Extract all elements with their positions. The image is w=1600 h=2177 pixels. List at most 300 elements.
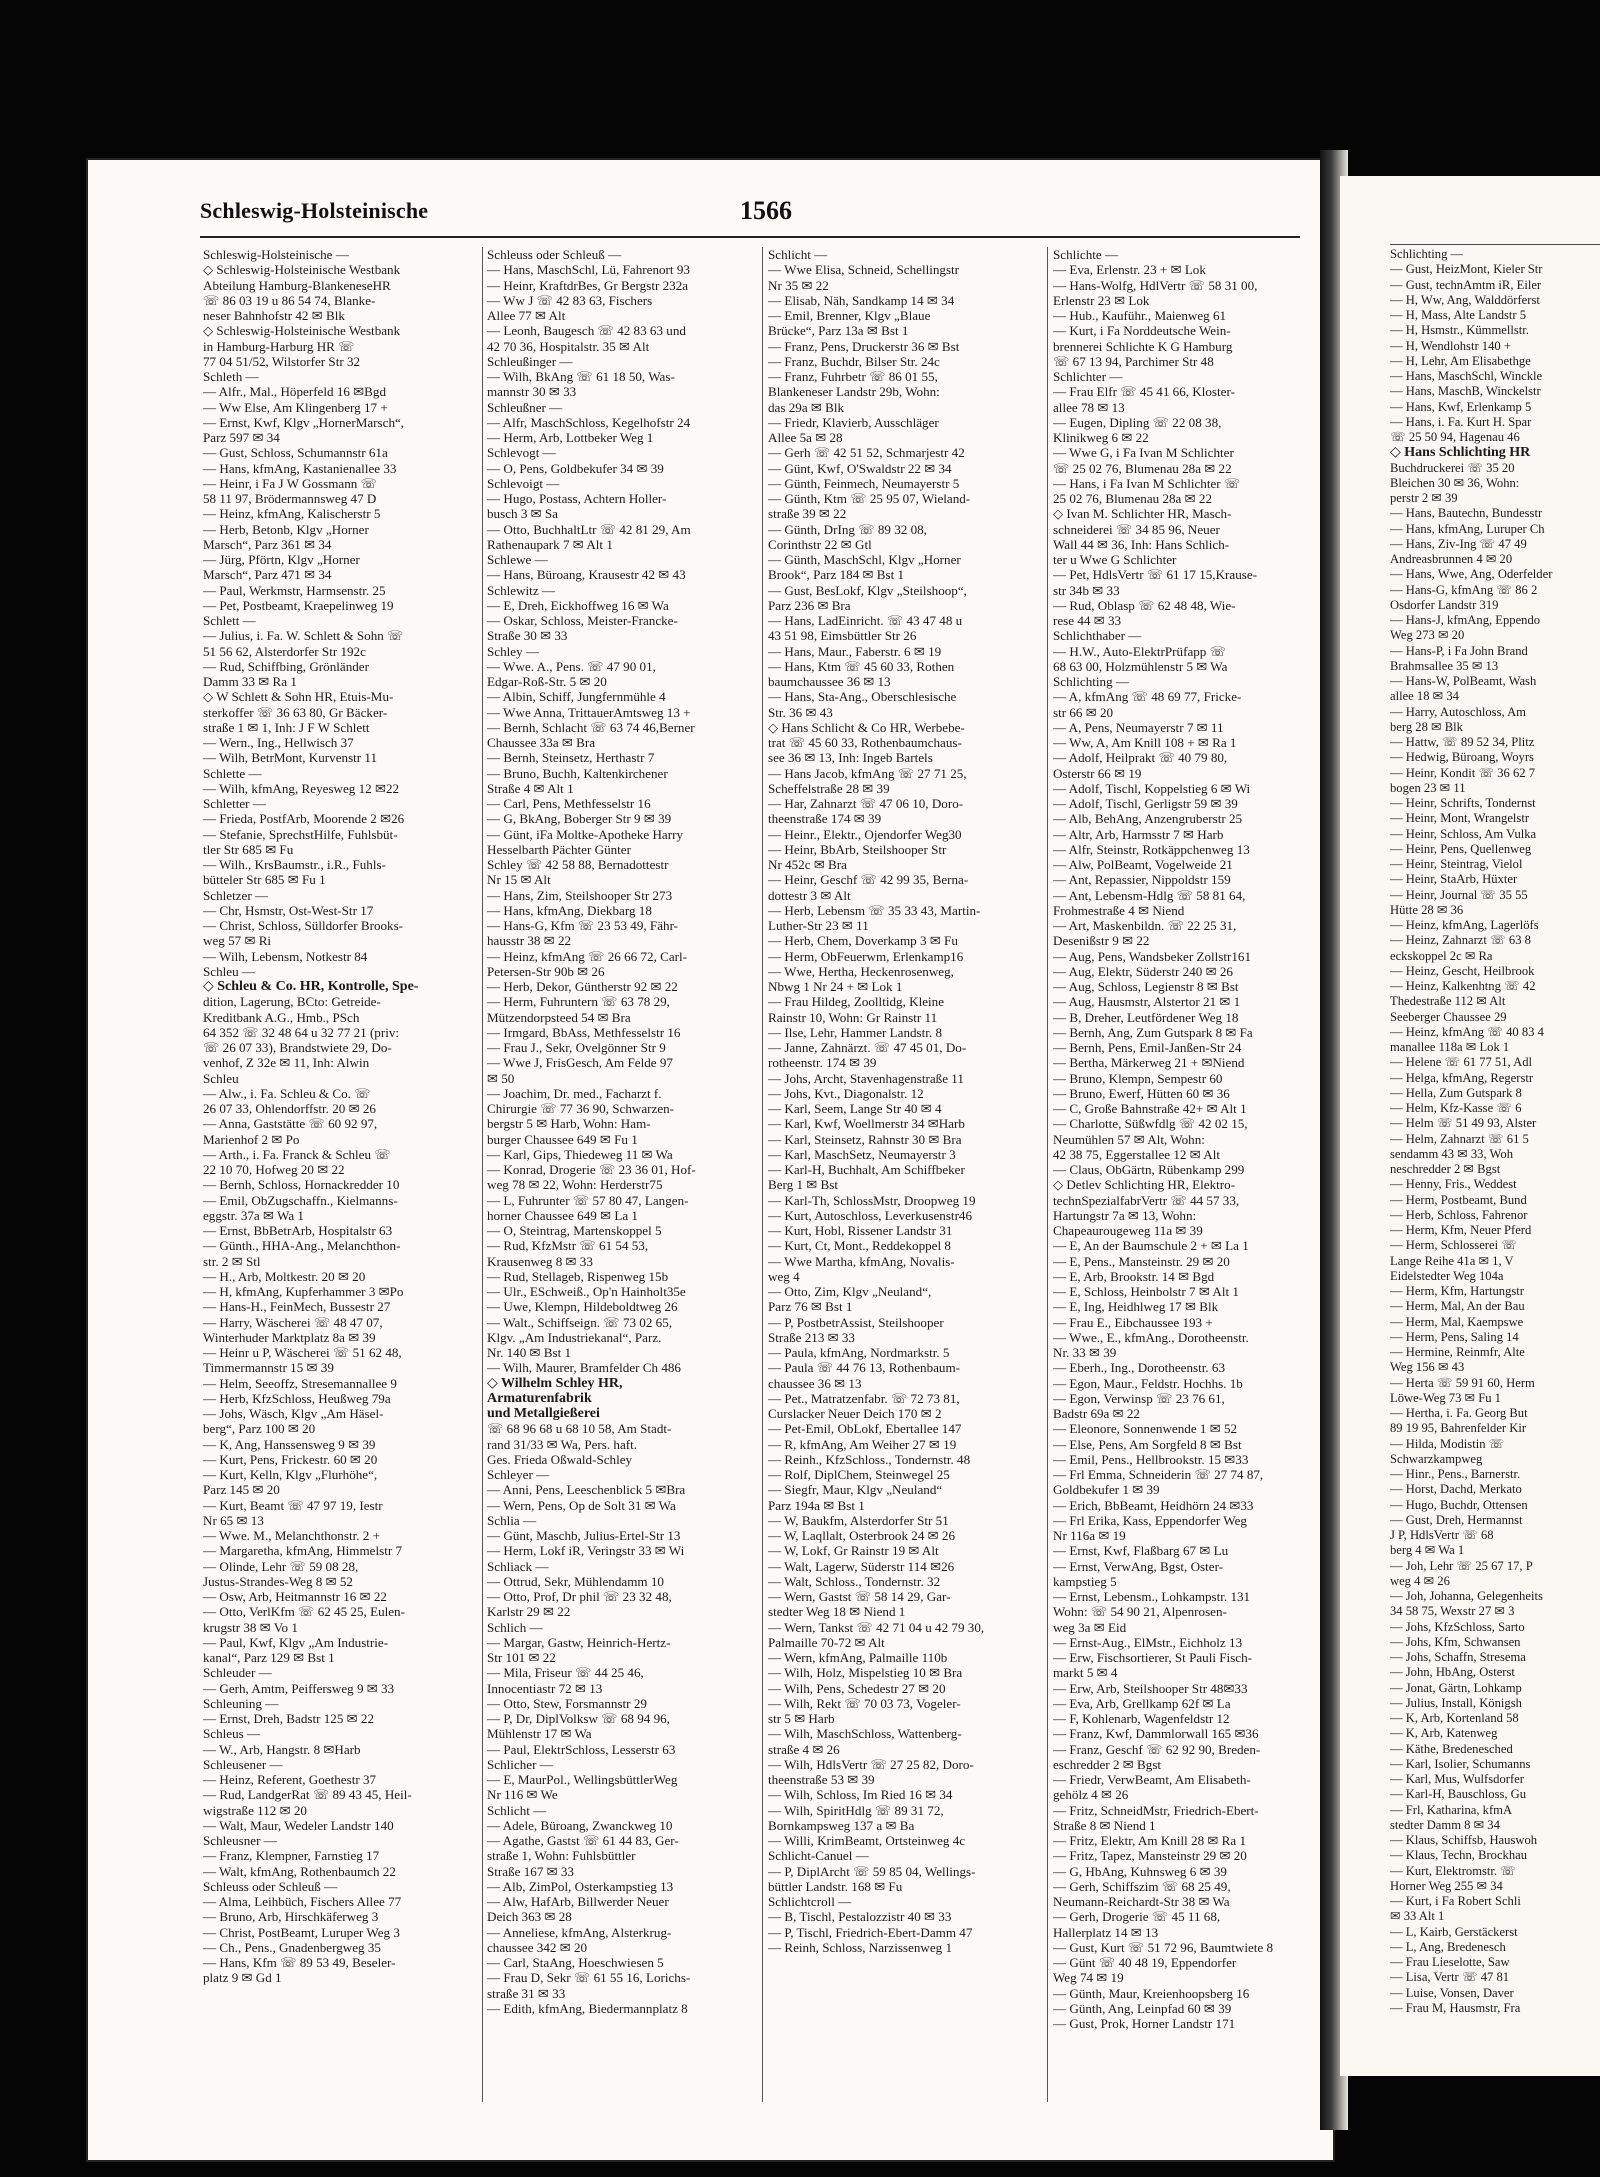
directory-entry-line: wigstraße 112 ✉ 20 [203, 1802, 307, 1818]
directory-entry-line: — Art, Maskenbildn. ☏ 22 25 31, [1053, 918, 1237, 933]
directory-entry-line: — Friedr, Klavierb, Ausschläger [768, 414, 939, 430]
directory-entry-line: hausstr 38 ✉ 22 [487, 933, 572, 949]
directory-entry-line: — Wilh, BetrMont, Kurvenstr 11 [203, 750, 378, 766]
facing-header-rule [1390, 244, 1600, 245]
directory-entry-line: Nr 15 ✉ Alt [487, 872, 551, 888]
directory-entry-line: Schlichting — [1390, 247, 1464, 261]
directory-entry-line: — Emil, Brenner, Klgv „Blaue [768, 308, 931, 323]
directory-entry-line: chaussee 36 ✉ 13 [768, 1375, 862, 1391]
directory-entry-line: — Luise, Vonsen, Daver [1390, 1985, 1514, 2000]
directory-entry-line: — Herb, Dekor, Güntherstr 92 ✉ 22 [487, 979, 678, 994]
directory-entry-line: — Hans-G, Kfm ☏ 23 53 49, Fähr- [487, 918, 679, 933]
directory-entry-line: — Frau E., Eibchaussee 193 + [1053, 1314, 1213, 1330]
directory-entry-line: — Frau Lieselotte, Saw [1390, 1955, 1510, 1969]
directory-entry-line: Weg 74 ✉ 19 [1053, 1970, 1124, 1986]
directory-entry-line: — Gerh, Amtm, Peiffersweg 9 ✉ 33 [203, 1680, 395, 1696]
directory-entry-line: — Gerh ☏ 42 51 52, Schmarjestr 42 [768, 445, 965, 461]
directory-entry-line: Straße 213 ✉ 33 [768, 1329, 855, 1345]
directory-entry-line: — Hans, kfmAng, Diekbarg 18 [487, 902, 652, 918]
directory-entry-line: — Adolf, Heilprakt ☏ 40 79 80, [1053, 750, 1228, 766]
directory-column-4 [1053, 247, 1323, 2107]
directory-entry-line: — Franz, Buchdr, Bilser Str. 24c [768, 353, 940, 369]
directory-entry-line: — Hinr., Pens., Barnerstr. [1390, 1467, 1521, 1481]
directory-entry-line: — Gust, Prok, Horner Landstr 171 [1053, 2016, 1236, 2031]
directory-column-3 [768, 247, 1038, 2107]
directory-entry-line: in Hamburg-Harburg HR ☏ [203, 338, 355, 354]
directory-entry-line: — Heinr u P, Wäscherei ☏ 51 62 48, [203, 1345, 402, 1360]
directory-entry-line: — Helm, Kfz-Kasse ☏ 6 [1390, 1101, 1522, 1115]
directory-entry-line: — Gust, Kurt ☏ 51 72 96, Baumtwiete 8 [1053, 1939, 1274, 1955]
directory-entry-line: Schleuder — [203, 1665, 272, 1681]
directory-entry-line: — Frau Hildeg, Zoolltidg, Kleine [768, 994, 945, 1010]
directory-entry-line: — Heinr, Schrifts, Tondernst [1390, 796, 1536, 810]
directory-entry-line: Schlewitz — [487, 582, 556, 598]
directory-entry-line: Seeberger Chaussee 29 [1390, 1009, 1507, 1024]
directory-entry-line: str. 2 ✉ Stl [203, 1253, 261, 1269]
directory-entry-line: — Johs, Schaffn, Stresema [1390, 1650, 1526, 1664]
directory-entry-line: — Ulr., ESchweiß., Op'n Hainholt35e [487, 1284, 686, 1299]
directory-entry-line: — Günt ☏ 40 48 19, Eppendorfer [1053, 1955, 1237, 1970]
directory-entry-line: — Friedr, VerwBeamt, Am Elisabeth- [1053, 1772, 1251, 1787]
directory-entry-line: — Adolf, Tischl, Koppelstieg 6 ✉ Wi [1053, 780, 1251, 796]
directory-entry-line: — Aug, Hausmstr, Alstertor 21 ✉ 1 [1053, 994, 1241, 1010]
directory-entry-line: — Chr, Hsmstr, Ost-West-Str 17 [203, 902, 374, 918]
directory-entry-line: — Pet, Postbeamt, Kraepelinweg 19 [203, 597, 394, 613]
directory-entry-line: Justus-Strandes-Weg 8 ✉ 52 [203, 1573, 353, 1589]
directory-entry-line: — Hans-P, i Fa John Brand [1390, 643, 1528, 658]
directory-entry-line: — Alma, Leihbüch, Fischers Allee 77 [203, 1894, 402, 1909]
directory-entry-line: ☏ 25 02 76, Blumenau 28a ✉ 22 [1053, 460, 1232, 476]
directory-entry-line: Schlevoigt — [487, 475, 560, 491]
directory-entry-line: Neumann-Reichardt-Str 38 ✉ Wa [1053, 1894, 1230, 1909]
directory-entry-line: Schleuss oder Schleuß — [203, 1878, 338, 1894]
directory-entry-line: — Heinz, kfmAng, Lagerlöfs [1390, 918, 1539, 932]
directory-entry-line: Deich 363 ✉ 28 [487, 1909, 572, 1925]
directory-entry-line: — Hans-H., FeinMech, Bussestr 27 [203, 1299, 391, 1315]
directory-entry-line: Nr 35 ✉ 22 [768, 277, 829, 293]
directory-entry-line: — Johs, Kfm, Schwansen [1390, 1634, 1521, 1649]
directory-entry-line: — Joachim, Dr. med., Facharzt f. [487, 1085, 662, 1101]
directory-entry-line: Marienhof 2 ✉ Po [203, 1131, 300, 1147]
directory-entry-line: — Margar, Gastw, Heinrich-Hertz- [487, 1634, 671, 1650]
directory-entry-line: Corinthstr 22 ✉ Gtl [768, 536, 872, 552]
directory-entry-line: — Erich, BbBeamt, Heidhörn 24 ✉33 [1053, 1497, 1254, 1513]
directory-entry-line: — Jürg, Pförtn, Klgv „Horner [203, 552, 360, 567]
directory-entry-line: — H, Lehr, Am Elisabethge [1390, 353, 1531, 368]
directory-entry-line: Osterstr 66 ✉ 19 [1053, 765, 1142, 781]
directory-entry-line: Thedestraße 112 ✉ Alt [1390, 994, 1506, 1009]
directory-entry-line: — H, Mass, Alte Landstr 5 [1390, 308, 1527, 322]
directory-entry-line: Abteilung Hamburg-BlankeneseHR [203, 277, 391, 293]
directory-entry-line: dottestr 3 ✉ Alt [768, 887, 851, 903]
directory-entry-line: — Otto, Stew, Forsmannstr 29 [487, 1695, 647, 1711]
directory-entry-line: — Christ, Schloss, Sülldorfer Brooks- [203, 918, 404, 933]
directory-entry-line: — Ottrud, Sekr, Mühlendamm 10 [487, 1573, 664, 1589]
directory-entry-line: — Frau M, Hausmstr, Fra [1390, 2000, 1521, 2015]
directory-entry-line: — Günth., HHA-Ang., Melanchthon- [203, 1238, 401, 1254]
directory-entry-line: Schleth — [203, 369, 259, 384]
directory-entry-line: ☏ 26 07 33), Brandstwiete 29, Do- [203, 1040, 392, 1055]
directory-entry-line: — Wwe. M., Melanchthonstr. 2 + [203, 1528, 380, 1543]
directory-entry-line: ✉ 33 Alt 1 [1390, 1909, 1445, 1924]
directory-entry-line: — Hans, Maur., Faberstr. 6 ✉ 19 [768, 643, 942, 659]
directory-entry-line: Neumühlen 57 ✉ Alt, Wohn: [1053, 1131, 1205, 1147]
directory-entry-line: — B, Tischl, Pestalozzistr 40 ✉ 33 [768, 1909, 952, 1925]
directory-entry-line: Schlicht — [768, 247, 828, 262]
directory-entry-line: Brahmsallee 35 ✉ 13 [1390, 658, 1499, 673]
directory-entry-line: — Paula, kfmAng, Nordmarkstr. 5 [768, 1345, 950, 1360]
directory-entry-line: — Aug, Pens, Wandsbeker Zollstr161 [1053, 948, 1252, 964]
directory-entry-line: — Ww J ☏ 42 83 63, Fischers [487, 292, 653, 308]
directory-entry-line: straße 31 ✉ 33 [487, 1985, 566, 2001]
directory-entry-line: — Heinz, Zahnarzt ☏ 63 8 [1390, 933, 1531, 948]
directory-entry-line: Brücke“, Parz 13a ✉ Bst 1 [768, 323, 909, 339]
directory-entry-line: theenstraße 53 ✉ 39 [768, 1772, 875, 1787]
header-rule [200, 236, 1300, 238]
directory-entry-line: — Klaus, Techn, Brockhau [1390, 1848, 1528, 1863]
directory-entry-line: — Harry, Wäscherei ☏ 48 47 07, [203, 1314, 383, 1330]
directory-entry-line: — K, Arb, Katenweg [1390, 1726, 1498, 1741]
directory-entry-line: Schliack — [487, 1558, 549, 1574]
directory-entry-line: — Herta ☏ 59 91 60, Herm [1390, 1375, 1535, 1390]
directory-entry-line: — H., Arb, Moltkestr. 20 ✉ 20 [203, 1268, 366, 1284]
directory-entry-line: rese 44 ✉ 33 [1053, 613, 1122, 628]
directory-entry-line: — Hub., Kauführ., Maienweg 61 [1053, 308, 1227, 323]
directory-entry-line: — Irmgard, BbAss, Methfesselstr 16 [487, 1024, 681, 1040]
directory-entry-line: Allee 77 ✉ Alt [487, 308, 566, 323]
directory-entry-line: — Wwe Anna, TrittauerAmtsweg 13 + [487, 704, 691, 720]
directory-entry-line: — Herb, KfzSchloss, Heußweg 79a [203, 1390, 391, 1406]
directory-entry-line: — Wilh, Schloss, Im Ried 16 ✉ 34 [768, 1787, 953, 1803]
directory-entry-line: eckskoppel 2c ✉ Ra [1390, 948, 1493, 963]
directory-entry-line: — Fritz, Elektr, Am Knill 28 ✉ Ra 1 [1053, 1833, 1247, 1848]
directory-entry-line: Karlstr 29 ✉ 22 [487, 1604, 571, 1620]
directory-entry-line: — E, An der Baumschule 2 + ✉ La 1 [1053, 1238, 1249, 1254]
directory-entry-line: — Günth, Maur, Kreienhoopsberg 16 [1053, 1985, 1250, 2001]
directory-entry-line: — Bernh, Steinsetz, Herthastr 7 [487, 750, 655, 766]
directory-entry-line: — L, Ang, Bredenesch [1390, 1939, 1506, 1954]
directory-entry-line: — Frl Erika, Kass, Eppendorfer Weg [1053, 1512, 1247, 1528]
directory-entry-line: — Rud, LandgerRat ☏ 89 43 45, Heil- [203, 1787, 412, 1803]
directory-entry-line: Damm 33 ✉ Ra 1 [203, 674, 297, 689]
directory-entry-line: — Hans, kfmAng, Luruper Ch [1390, 521, 1545, 536]
directory-entry-line: — Heinr, Steintrag, Vielol [1390, 857, 1523, 871]
directory-entry-line: und Metallgießerei [487, 1406, 600, 1421]
directory-entry-line: — Eberh., Ing., Dorotheenstr. 63 [1053, 1360, 1226, 1376]
directory-entry-line: — Herm, Mal, An der Bau [1390, 1299, 1525, 1314]
directory-entry-line: — Jonat, Gärtn, Lohkamp [1390, 1680, 1522, 1695]
directory-entry-line: Schlichter — [1053, 369, 1123, 384]
directory-entry-line: ☏ 67 13 94, Parchimer Str 48 [1053, 353, 1214, 369]
directory-entry-line: — Frau J., Sekr, Ovelgönner Str 9 [487, 1040, 666, 1055]
directory-entry-line: — Hans, Büroang, Krausestr 42 ✉ 43 [487, 567, 686, 583]
directory-entry-line: 43 51 98, Eimsbüttler Str 26 [768, 628, 917, 644]
directory-entry-line: — Wwe Martha, kfmAng, Novalis- [768, 1253, 955, 1269]
running-head [200, 198, 1280, 238]
directory-entry-line: — Bernh, Ang, Zum Gutspark 8 ✉ Fa [1053, 1024, 1253, 1040]
directory-entry-line: neschredder 2 ✉ Bgst [1390, 1162, 1501, 1176]
directory-entry-line: — Karl-Th, SchlossMstr, Droopweg 19 [768, 1192, 976, 1208]
directory-entry-line: Wall 44 ✉ 36, Inh: Hans Schlich- [1053, 536, 1230, 552]
directory-entry-line: — Günth, MaschSchl, Klgv „Horner [768, 552, 961, 567]
directory-entry-line: — Erw, Arb, Steilshooper Str 48✉33 [1053, 1680, 1248, 1696]
directory-entry-line: — Hilda, Modistin ☏ [1390, 1436, 1505, 1451]
directory-entry-line: Goldbekufer 1 ✉ 39 [1053, 1482, 1160, 1498]
directory-entry-line: — Hans, Bautechn, Bundesstr [1390, 506, 1543, 521]
directory-entry-line: — Wilh, SpiritHdlg ☏ 89 31 72, [768, 1802, 944, 1818]
directory-entry-line: — Ernst, Dreh, Badstr 125 ✉ 22 [203, 1711, 374, 1726]
directory-entry-line: — Alw, PolBeamt, Vogelweide 21 [1053, 857, 1233, 872]
directory-entry-line: — Hans, MaschB, Winckelstr [1390, 384, 1541, 399]
directory-entry-line: Winterhuder Marktplatz 8a ✉ 39 [203, 1329, 376, 1345]
directory-entry-line: — Wern, kfmAng, Palmaille 110b [768, 1650, 948, 1665]
directory-entry-line: Rathenaupark 7 ✉ Alt 1 [487, 536, 613, 552]
directory-entry-line: — Heinr, BbArb, Steilshooper Str [768, 841, 947, 857]
directory-entry-line: markt 5 ✉ 4 [1053, 1665, 1118, 1681]
directory-entry-line: — Bruno, Buchh, Kaltenkirchener [487, 765, 668, 781]
directory-entry-line: — Hans, i Fa Ivan M Schlichter ☏ [1053, 475, 1241, 491]
directory-entry-line: Hütte 28 ✉ 36 [1390, 902, 1464, 917]
directory-entry-line: — Adolf, Tischl, Gerligstr 59 ✉ 39 [1053, 796, 1238, 811]
directory-entry-line: 89 19 95, Bahrenfelder Kir [1390, 1421, 1527, 1436]
directory-entry-line: Schleswig-Holsteinische — [203, 247, 349, 262]
directory-entry-line: — Konrad, Drogerie ☏ 23 36 01, Hof- [487, 1162, 696, 1177]
directory-entry-line: — Günth, Feinmech, Neumayerstr 5 [768, 475, 960, 491]
directory-entry-line: — Karl, Steinsetz, Rahnstr 30 ✉ Bra [768, 1131, 962, 1147]
directory-entry-line: busch 3 ✉ Sa [487, 506, 558, 522]
directory-entry-line: — Hermine, Reinmfr, Alte [1390, 1345, 1525, 1359]
directory-entry-line: — Günt, Maschb, Julius-Ertel-Str 13 [487, 1528, 681, 1543]
directory-entry-line: — Wern, Tankst ☏ 42 71 04 u 42 79 30, [768, 1619, 985, 1635]
directory-entry-line: — Gust, Dreh, Hermannst [1390, 1512, 1523, 1527]
directory-entry-line: — O, Steintrag, Martenskoppel 5 [487, 1223, 662, 1238]
directory-entry-line: Schwarzkampweg [1390, 1451, 1483, 1466]
directory-entry-line: — G, HbAng, Kuhnsweg 6 ✉ 39 [1053, 1863, 1227, 1879]
directory-entry-line: 77 04 51/52, Wilstorfer Str 32 [203, 353, 361, 369]
directory-entry-line: theenstraße 174 ✉ 39 [768, 811, 882, 827]
directory-entry-line: — Karl, Isolier, Schumanns [1390, 1756, 1531, 1771]
directory-entry-line: weg 4 ✉ 26 [1390, 1573, 1450, 1588]
directory-entry-line: Allee 5a ✉ 28 [768, 430, 843, 445]
directory-entry-line: Eidelstedter Weg 104a [1390, 1268, 1504, 1283]
directory-entry-line: kanal“, Parz 129 ✉ Bst 1 [203, 1650, 335, 1665]
directory-entry-line: Schlichtcroll — [768, 1894, 852, 1909]
directory-entry-line: — A, Pens, Neumayerstr 7 ✉ 11 [1053, 719, 1224, 735]
directory-entry-line: — Heinz, Gescht, Heilbrook [1390, 963, 1535, 978]
directory-entry-line: — H, Hsmstr., Kümmellstr. [1390, 323, 1529, 338]
directory-entry-line: — Gust, HeizMont, Kieler Str [1390, 262, 1543, 277]
directory-entry-line: Horner Weg 255 ✉ 34 [1390, 1878, 1503, 1893]
directory-entry-line: sterkoffer ☏ 36 63 80, Gr Bäcker- [203, 704, 388, 720]
directory-entry-line: — Rolf, DiplChem, Steinwegel 25 [768, 1467, 950, 1482]
directory-entry-line: — Heinr, KraftdrBes, Gr Bergstr 232a [487, 277, 689, 293]
directory-entry-line: — Heinz, kfmAng, Kalischerstr 5 [203, 506, 381, 522]
directory-entry-line: — Herm, Pens, Saling 14 [1390, 1329, 1519, 1344]
directory-entry-line: Schlevogt — [487, 445, 556, 461]
directory-entry-line: — Walt., Schiffseign. ☏ 73 02 65, [487, 1314, 673, 1330]
directory-entry-line: baumchaussee 36 ✉ 13 [768, 674, 891, 689]
directory-entry-line: weg 4 [768, 1268, 800, 1284]
directory-entry-line: Buchdruckerei ☏ 35 20 [1390, 460, 1515, 475]
directory-entry-line: — Alb, BehAng, Anzengruberstr 25 [1053, 811, 1243, 827]
directory-entry-line: — John, HbAng, Osterst [1390, 1665, 1515, 1680]
directory-entry-line: — P, PostbetrAssist, Steilshooper [768, 1314, 944, 1330]
directory-entry-line: Blankeneser Landstr 29b, Wohn: [768, 384, 940, 400]
directory-entry-line: — Osw, Arb, Heitmannstr 16 ✉ 22 [203, 1589, 387, 1604]
directory-entry-line: — Ilse, Lehr, Hammer Landstr. 8 [768, 1024, 943, 1040]
directory-entry-line: weg 3a ✉ Eid [1053, 1619, 1127, 1635]
directory-entry-line: — Otto, Zim, Klgv „Neuland“, [768, 1284, 932, 1299]
directory-entry-line: — Walt, Schloss., Tondernstr. 32 [768, 1573, 941, 1589]
directory-entry-line: — Heinr, Schloss, Am Vulka [1390, 826, 1537, 841]
directory-entry-line: — Wilh, Maurer, Bramfelder Ch 486 [487, 1360, 681, 1376]
directory-entry-line: — Wwe G, i Fa Ivan M Schlichter [1053, 445, 1234, 461]
directory-entry-line: manallee 118a ✉ Lok 1 [1390, 1040, 1510, 1054]
directory-entry-line: eschredder 2 ✉ Bgst [1053, 1756, 1162, 1772]
directory-entry-line: — Kurt, i Fa Norddeutsche Wein- [1053, 323, 1231, 339]
directory-entry-line: — Anna, Gaststätte ☏ 60 92 97, [203, 1116, 378, 1132]
directory-entry-line: Erlenstr 23 ✉ Lok [1053, 292, 1150, 308]
directory-entry-line: Krausenweg 8 ✉ 33 [487, 1253, 593, 1269]
directory-entry-line: — Hattw, ☏ 89 52 34, Plitz [1390, 735, 1535, 749]
directory-entry-line: — Anneliese, kfmAng, Alsterkrug- [487, 1924, 672, 1940]
directory-entry-line: bergstr 5 ✉ Harb, Wohn: Ham- [487, 1116, 651, 1132]
directory-entry-line: — Ernst, Lebensm., Lohkampstr. 131 [1053, 1589, 1251, 1604]
directory-entry-line: — Joh, Johanna, Gelegenheits [1390, 1589, 1543, 1603]
directory-entry-line: Schleus — [203, 1726, 261, 1742]
directory-entry-line: — Helene ☏ 61 77 51, Adl [1390, 1055, 1533, 1070]
directory-entry-line: 25 02 76, Blumenau 28a ✉ 22 [1053, 491, 1212, 506]
directory-entry-line: stedter Damm 8 ✉ 34 [1390, 1817, 1500, 1832]
directory-entry-line: — Aug, Schloss, Legienstr 8 ✉ Bst [1053, 979, 1239, 994]
directory-entry-line: Parz 145 ✉ 20 [203, 1482, 280, 1498]
directory-entry-line: Schleußinger — [487, 353, 573, 369]
directory-entry-line: kampstieg 5 [1053, 1573, 1117, 1589]
directory-entry-line: — Franz, Geschf ☏ 62 92 90, Breden- [1053, 1741, 1261, 1757]
directory-entry-line: — E, Pens., Mansteinstr. 29 ✉ 20 [1053, 1253, 1230, 1269]
directory-entry-line: — E, Ing, Heidhlweg 17 ✉ Blk [1053, 1299, 1219, 1315]
directory-entry-line: — Heinr., Elektr., Ojendorfer Weg30 [768, 826, 962, 842]
directory-entry-line: — Elisab, Näh, Sandkamp 14 ✉ 34 [768, 292, 955, 308]
directory-entry-line: 58 11 97, Brödermannsweg 47 D [203, 491, 377, 506]
directory-entry-line: — Walt, kfmAng, Rothenbaumch 22 [203, 1863, 396, 1879]
directory-entry-line: Schleuning — [203, 1695, 279, 1711]
directory-entry-line: — Helga, kfmAng, Regerstr [1390, 1070, 1534, 1085]
column-divider [762, 247, 763, 2102]
directory-entry-line: — Heinr, i Fa J W Gossmann ☏ [203, 475, 377, 491]
directory-entry-line: — L, Fuhrunter ☏ 57 80 47, Langen- [487, 1192, 689, 1208]
directory-entry-line: — Hugo, Buchdr, Ottensen [1390, 1497, 1528, 1512]
directory-entry-line: ◇ Detlev Schlichting HR, Elektro- [1053, 1177, 1236, 1193]
directory-entry-line: Schlich — [487, 1619, 543, 1635]
directory-entry-line: — Herb, Lebensm ☏ 35 33 43, Martin- [768, 902, 981, 918]
directory-entry-line: — Carl, StaAng, Hoeschwiesen 5 [487, 1955, 664, 1970]
directory-entry-line: — H, Ww, Ang, Walddörferst [1390, 292, 1540, 307]
directory-entry-line: — Bruno, Klempn, Sempestr 60 [1053, 1070, 1223, 1086]
directory-entry-line: — Eva, Arb, Grellkamp 62f ✉ La [1053, 1695, 1231, 1711]
directory-entry-line: — Heinr, Journal ☏ 35 55 [1390, 887, 1528, 902]
directory-entry-line: — Stefanie, SprechstHilfe, Fuhlsbüt- [203, 826, 398, 842]
directory-entry-line: Marsch“, Parz 361 ✉ 34 [203, 536, 332, 552]
directory-entry-line: — Rud, KfzMstr ☏ 61 54 53, [487, 1238, 649, 1254]
directory-entry-line: — Heinz, kfmAng ☏ 26 66 72, Carl- [487, 948, 688, 964]
directory-entry-line: ◇ Schleswig-Holsteinische Westbank [203, 262, 401, 278]
directory-entry-line: — Hans, MaschSchl, Winckle [1390, 369, 1543, 383]
directory-entry-line: — Herm, Kfm, Hartungstr [1390, 1284, 1524, 1298]
directory-column-2 [487, 247, 757, 2107]
directory-entry-line: — Wern, Gastst ☏ 58 14 29, Gar- [768, 1589, 951, 1604]
directory-entry-line: — Fritz, Tapez, Mansteinstr 29 ✉ 20 [1053, 1848, 1247, 1864]
directory-entry-line: — Heinr, StaArb, Hüxter [1390, 872, 1518, 887]
directory-entry-line: str 66 ✉ 20 [1053, 704, 1114, 720]
directory-entry-line: — B, Dreher, Leutfördener Weg 18 [1053, 1009, 1239, 1025]
directory-entry-line: Schley ☏ 42 58 88, Bernadottestr [487, 857, 669, 872]
directory-entry-line: — Wilh, Lebensm, Notkestr 84 [203, 948, 368, 964]
directory-entry-line: Nr 452c ✉ Bra [768, 857, 847, 872]
directory-entry-line: Schley — [487, 643, 540, 659]
directory-entry-line: — Oskar, Schloss, Meister-Francke- [487, 613, 678, 628]
directory-entry-line: — Edith, kfmAng, Biedermannplatz 8 [487, 2000, 688, 2016]
directory-entry-line: — Heinz, Kalkenhtng ☏ 42 [1390, 979, 1536, 993]
directory-entry-line: — Uwe, Klempn, Hildeboldtweg 26 [487, 1299, 678, 1315]
directory-entry-line: weg 78 ✉ 22, Wohn: Herderstr75 [487, 1177, 663, 1193]
directory-entry-line: chaussee 342 ✉ 20 [487, 1939, 588, 1955]
directory-entry-line: brennerei Schlichte K G Hamburg [1053, 338, 1233, 354]
directory-entry-line: Nr. 140 ✉ Bst 1 [487, 1345, 572, 1360]
directory-entry-line: Nbwg 1 Nr 24 + ✉ Lok 1 [768, 979, 903, 994]
directory-entry-line: — Margaretha, kfmAng, Himmelstr 7 [203, 1543, 403, 1559]
directory-entry-line: Chapeaurougeweg 11a ✉ 39 [1053, 1223, 1203, 1238]
directory-entry-line: — Wwe. A., Pens. ☏ 47 90 01, [487, 658, 656, 674]
directory-entry-line: — Altr, Arb, Harmsstr 7 ✉ Harb [1053, 826, 1224, 842]
directory-entry-line: — Heinr, Mont, Wrangelstr [1390, 811, 1530, 826]
directory-entry-line: ☏ 68 96 68 u 68 10 58, Am Stadt- [487, 1421, 672, 1437]
directory-entry-line: Parz 597 ✉ 34 [203, 430, 280, 445]
directory-entry-line: — Günt, iFa Moltke-Apotheke Harry [487, 826, 684, 842]
directory-entry-line: — Reinh, Schloss, Narzissenweg 1 [768, 1939, 953, 1955]
directory-entry-line: — Charlotte, Süßwfdlg ☏ 42 02 15, [1053, 1116, 1248, 1132]
directory-entry-line: — Julius, i. Fa. W. Schlett & Sohn ☏ [203, 628, 404, 644]
directory-entry-line: — Emil, Pens., Hellbrookstr. 15 ✉33 [1053, 1451, 1249, 1467]
directory-entry-line: — Johs, Wäsch, Klgv „Am Häsel- [203, 1406, 384, 1421]
directory-entry-line: — Hella, Zum Gutspark 8 [1390, 1085, 1522, 1100]
directory-entry-line: — W, Lokf, Gr Rainstr 19 ✉ Alt [768, 1543, 939, 1559]
directory-entry-line: — Ernst, VerwAng, Bgst, Oster- [1053, 1558, 1224, 1574]
directory-entry-line: Curslacker Neuer Deich 170 ✉ 2 [768, 1406, 942, 1421]
directory-entry-line: — Eugen, Dipling ☏ 22 08 38, [1053, 414, 1222, 430]
directory-entry-line: Brook“, Parz 184 ✉ Bst 1 [768, 567, 905, 583]
directory-entry-line: — Kurt, Elektromstr. ☏ [1390, 1863, 1516, 1878]
directory-entry-line: — Karl-H, Buchhalt, Am Schiffbeker [768, 1162, 965, 1177]
directory-entry-line: krugstr 38 ✉ Vo 1 [203, 1619, 298, 1635]
directory-entry-line: — Adele, Büroang, Zwanckweg 10 [487, 1817, 673, 1833]
directory-entry-line: Armaturenfabrik [487, 1390, 592, 1406]
directory-entry-line: weg 57 ✉ Ri [203, 933, 272, 949]
directory-entry-line: berg 4 ✉ Wa 1 [1390, 1543, 1465, 1558]
directory-column-5 [1390, 247, 1600, 2107]
directory-entry-line: — Agathe, Gastst ☏ 61 44 83, Ger- [487, 1833, 679, 1848]
directory-entry-line: Petersen-Str 90b ✉ 26 [487, 963, 605, 979]
directory-entry-line: 34 58 75, Wexstr 27 ✉ 3 [1390, 1604, 1515, 1619]
directory-entry-line: — Willi, KrimBeamt, Ortsteinweg 4c [768, 1833, 966, 1848]
directory-entry-line: Berg 1 ✉ Bst [768, 1177, 839, 1193]
directory-entry-line: — Ch., Pens., Gnadenbergweg 35 [203, 1939, 381, 1955]
directory-entry-line: Klinikweg 6 ✉ 22 [1053, 430, 1149, 445]
directory-entry-line: — Hedwig, Büroang, Woyrs [1390, 750, 1534, 765]
directory-entry-line: — Paul, ElektrSchloss, Lesserstr 63 [487, 1741, 676, 1757]
directory-entry-line: — F, Kohlenarb, Wagenfeldstr 12 [1053, 1711, 1230, 1726]
directory-entry-line: Straße 30 ✉ 33 [487, 628, 568, 644]
